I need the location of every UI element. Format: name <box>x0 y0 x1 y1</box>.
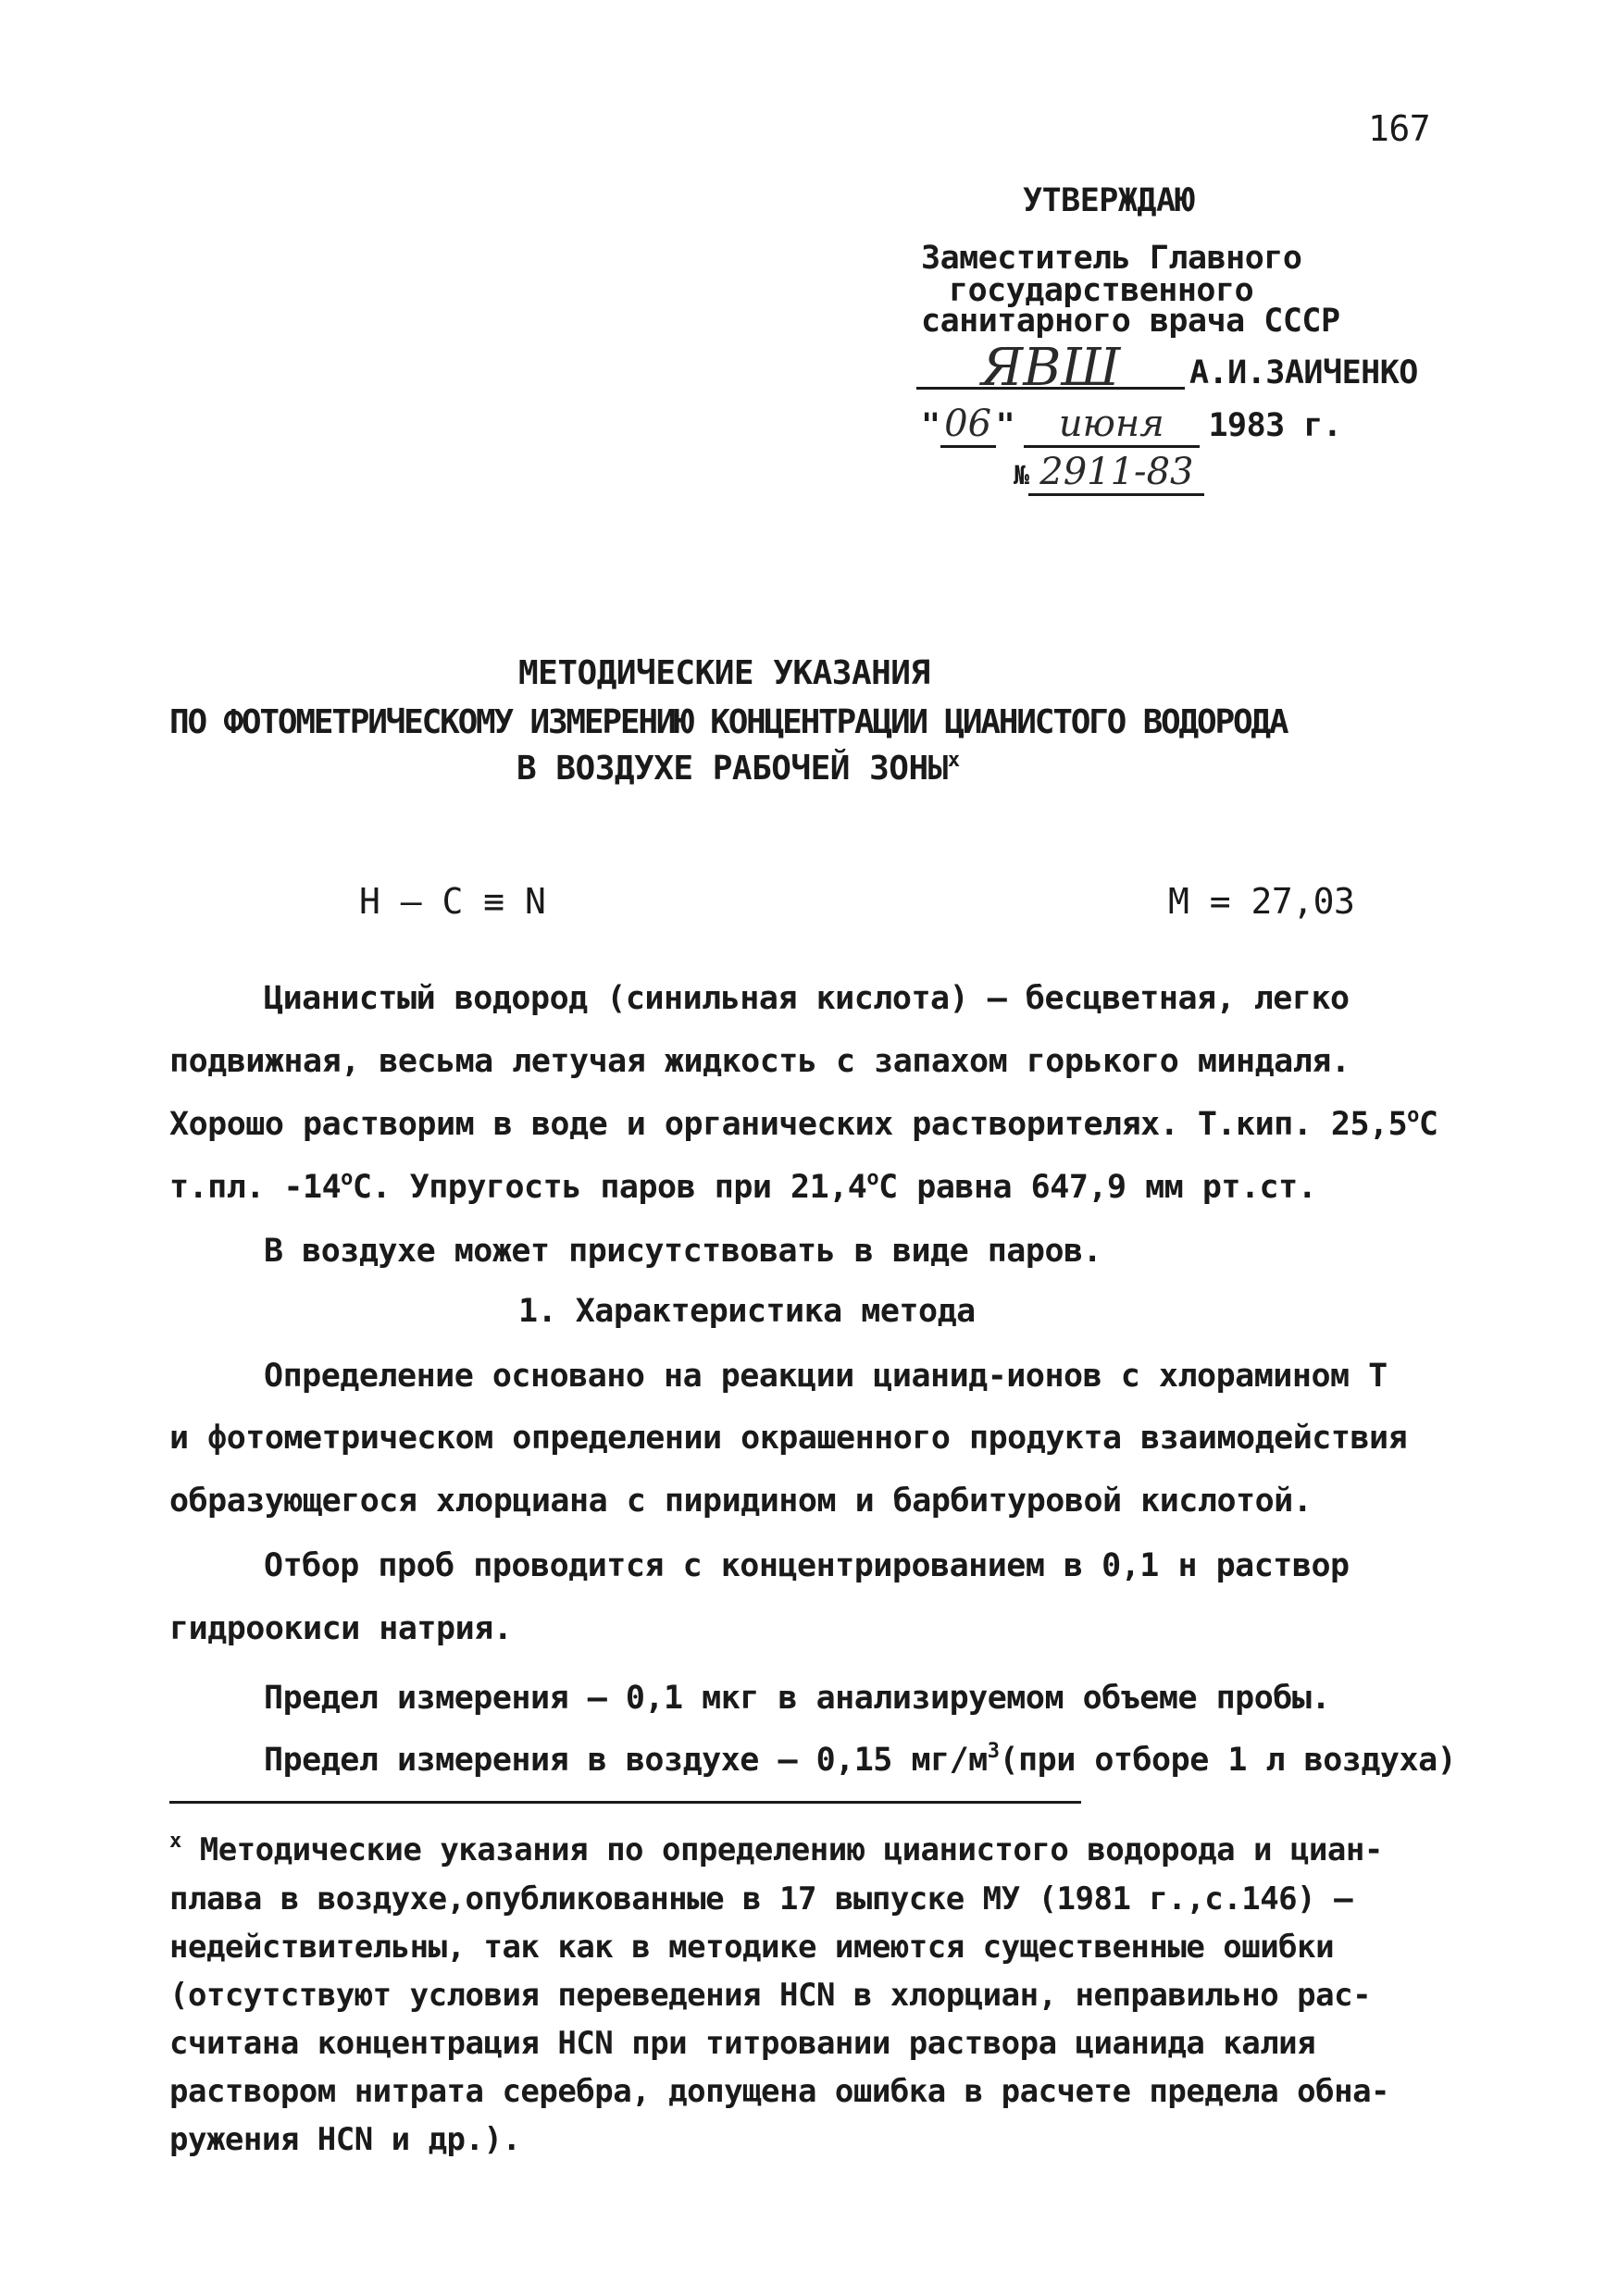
p6-text-end: (при отборе 1 л воздуха) <box>999 1742 1457 1779</box>
number-prefix: № <box>1014 460 1029 490</box>
title-line1: МЕТОДИЧЕСКИЕ УКАЗАНИЯ <box>518 654 930 692</box>
p1-line3-text: Хорошо растворим в воде и органических растворителях. Т.кип. 25,5 <box>169 1106 1408 1143</box>
degree-sup: о <box>866 1167 879 1190</box>
footnote-line2: плава в воздухе,опубликованные в 17 выпуске МУ (1981 г.,с.146) – <box>169 1880 1353 1917</box>
footnote-line3: недействительны, так как в методике имеются существенные ошибки <box>169 1929 1335 1966</box>
p1-line4-b: С. Упругость паров при 21,4 <box>352 1169 867 1206</box>
p4-line2: гидроокиси натрия. <box>169 1610 513 1647</box>
title-line2: ПО ФОТОМЕТРИЧЕСКОМУ ИЗМЕРЕНИЮ КОНЦЕНТРАЦИИ ЦИАНИСТОГО ВОДОРОДА <box>169 703 1288 741</box>
approval-heading: УТВЕРЖДАЮ <box>1023 182 1195 219</box>
p1-line1: Цианистый водород (синильная кислота) – бесцветная, легко <box>264 980 1350 1017</box>
p1-line3 <box>169 1104 1438 1143</box>
degree-sup: о <box>1407 1104 1419 1127</box>
p6-text: Предел измерения в воздухе – 0,15 мг/м <box>264 1742 988 1779</box>
footnote-line5: считана концентрация HCN при титровании раствора цианида калия <box>169 2025 1316 2062</box>
p3-line1: Определение основано на реакции цианид-ионов с хлорамином Т <box>264 1358 1388 1395</box>
cube-sup: 3 <box>987 1740 1000 1763</box>
title-line3-text: В ВОЗДУХЕ РАБОЧЕЙ ЗОНЫ <box>517 750 948 788</box>
p2: В воздухе может присутствовать в виде паров. <box>264 1233 1102 1270</box>
p3-line2: и фотометрическом определении окрашенного продукта взаимодействия <box>169 1420 1408 1457</box>
date-quote-open: " <box>921 407 940 444</box>
p4-line1: Отбор проб проводится с концентрированием в 0,1 н раствор <box>264 1547 1350 1584</box>
date-month: июня <box>1024 403 1200 448</box>
date-year: 1983 г. <box>1208 407 1342 444</box>
approval-position-line2: государственного <box>949 272 1254 309</box>
p1-line2: подвижная, весьма летучая жидкость с запахом горького миндаля. <box>169 1043 1350 1080</box>
molar-mass: М = 27,03 <box>1168 881 1355 922</box>
footnote-mark: x <box>169 1830 181 1853</box>
p1-line3-unit: С <box>1418 1106 1438 1143</box>
p3-line3: образующегося хлорциана с пиридином и барбитуровой кислотой. <box>169 1483 1313 1520</box>
footnote-line4: (отсутствуют условия переведения HCN в хлорциан, неправильно рас- <box>169 1977 1372 2014</box>
signatory-name: А.И.ЗАИЧЕНКО <box>1189 354 1418 391</box>
number-value: 2911-83 <box>1028 451 1204 496</box>
date-day: 06 <box>940 403 996 448</box>
p1-line4-a: т.пл. -14 <box>169 1169 342 1206</box>
degree-sup: о <box>341 1167 353 1190</box>
p6 <box>264 1740 1457 1779</box>
footnote-separator <box>169 1801 1081 1804</box>
approval-date <box>921 403 1341 449</box>
p1-line4 <box>169 1167 1317 1206</box>
page-number: 167 <box>1368 108 1431 149</box>
approval-position-line1: Заместитель Главного <box>921 240 1302 277</box>
p5: Предел измерения – 0,1 мкг в анализируемом объеме пробы. <box>264 1680 1331 1717</box>
title-footnote-mark: x <box>947 749 960 772</box>
signature: ЯВШ <box>981 338 1121 398</box>
footnote-line6: раствором нитрата серебра, допущена ошибка в расчете предела обна- <box>169 2073 1390 2110</box>
footnote-line1 <box>169 1830 1383 1868</box>
footnote-line1-text: Методические указания по определению цианистого водорода и циан- <box>199 1831 1383 1868</box>
footnote-line7: ружения HCN и др.). <box>169 2121 521 2158</box>
p1-line4-c: С равна 647,9 мм рт.ст. <box>878 1169 1317 1206</box>
title-line3 <box>517 749 960 788</box>
registration-number <box>1014 451 1204 496</box>
section1-heading: 1. Характеристика метода <box>518 1293 976 1330</box>
date-quote-close: " <box>995 407 1015 444</box>
approval-position-line3: санитарного врача СССР <box>921 303 1340 340</box>
chemical-formula: Н – С ≡ N <box>359 881 546 922</box>
